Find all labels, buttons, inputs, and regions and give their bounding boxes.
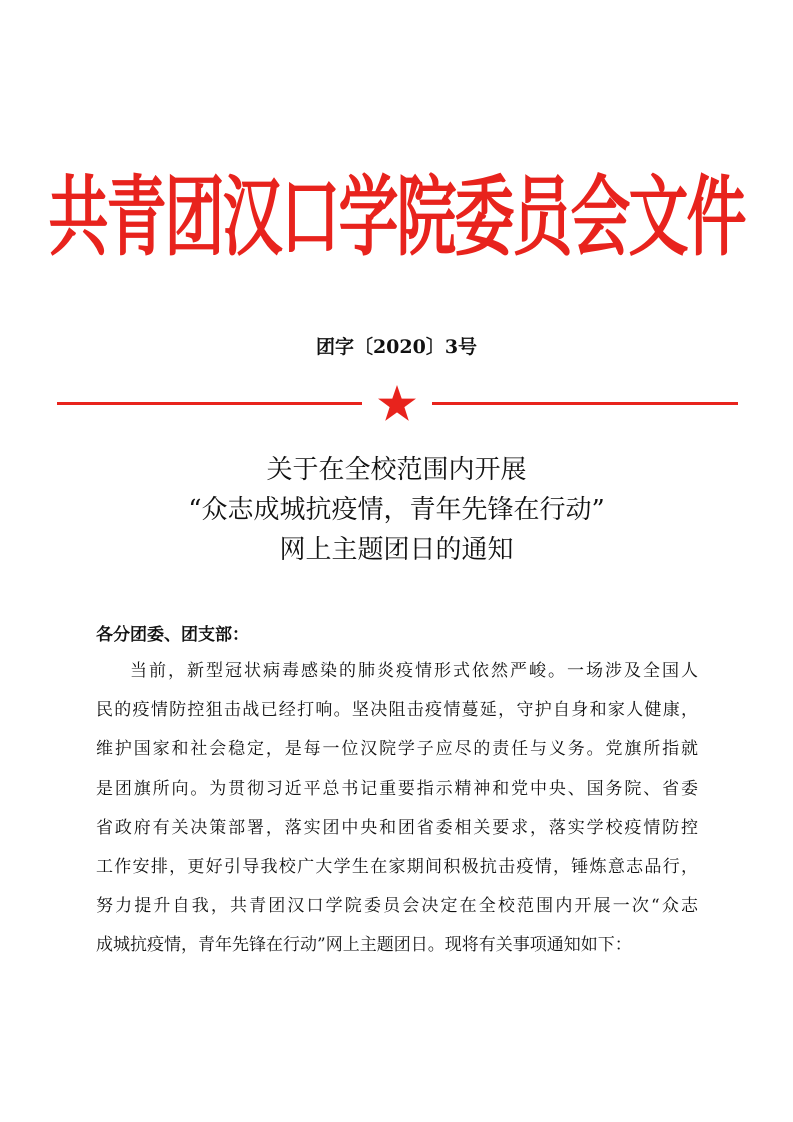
- body-line: 民的疫情防控狙击战已经打响。坚决阻击疫情蔓延，守护自身和家人健康，: [96, 700, 698, 721]
- body-paragraph: [96, 652, 698, 966]
- body-line: 努力提升自我，共青团汉口学院委员会决定在全校范围内开展一次“众志: [96, 896, 698, 917]
- body-line: 省政府有关决策部署，落实团中央和团省委相关要求，落实学校疫情防控: [96, 817, 698, 838]
- star-shape: [378, 385, 416, 421]
- body-line: 维护国家和社会稳定，是每一位汉院学子应尽的责任与义务。党旗所指就: [96, 739, 698, 760]
- body-line: 是团旗所向。为贯彻习近平总书记重要指示精神和党中央、国务院、省委: [96, 778, 698, 799]
- notice-title: [0, 450, 793, 570]
- salutation: 各分团委、团支部：: [96, 625, 249, 645]
- notice-title-line-3: 网上主题团日的通知: [279, 535, 514, 565]
- star-icon: [377, 384, 417, 422]
- body-line: 成城抗疫情，青年先锋在行动”网上主题团日。现将有关事项通知如下：: [96, 935, 632, 956]
- document-number: 团字〔2020〕3号: [315, 336, 478, 358]
- body-line: 工作安排，更好引导我校广大学生在家期间积极抗击疫情，锤炼意志品行，: [96, 856, 698, 877]
- document-header-title: 共青团汉口学院委员会文件: [48, 167, 745, 269]
- body-line: 当前，新型冠状病毒感染的肺炎疫情形式依然严峻。一场涉及全国人: [130, 661, 698, 681]
- header-divider-right: [432, 402, 738, 405]
- header-divider-left: [57, 402, 362, 405]
- notice-title-line-2: “众志成城抗疫情，青年先锋在行动”: [188, 495, 605, 525]
- notice-title-line-1: 关于在全校范围内开展: [266, 455, 527, 485]
